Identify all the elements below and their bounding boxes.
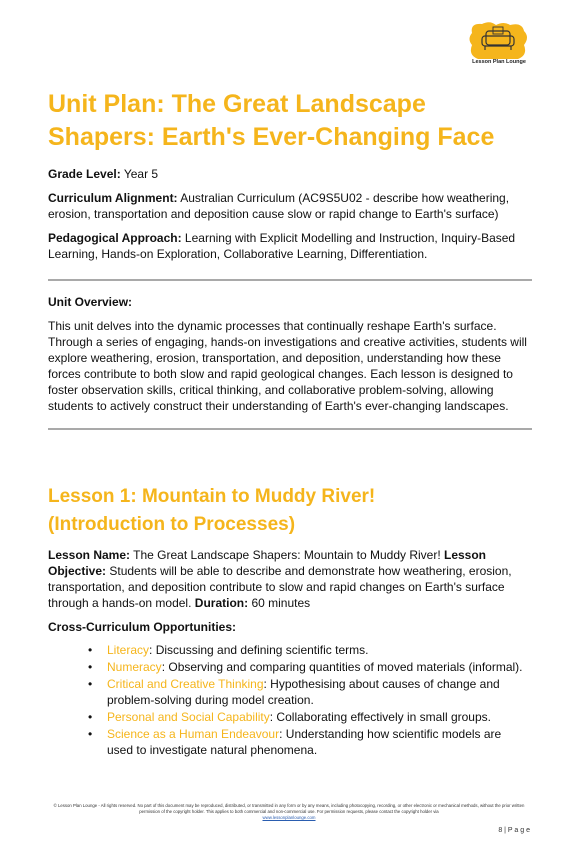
- cc-term: Numeracy: [107, 660, 162, 674]
- list-item: [88, 709, 528, 725]
- lesson-name-label: Lesson Name:: [48, 548, 131, 562]
- list-item: [88, 676, 528, 708]
- website-link[interactable]: www.lessonplanlounge.com: [262, 815, 316, 820]
- unit-overview-heading: [48, 294, 528, 310]
- cc-text: : Collaborating effectively in small groups.: [269, 710, 491, 724]
- curriculum-label: Curriculum Alignment:: [48, 191, 178, 205]
- bullet-icon: •: [88, 710, 93, 724]
- list-item: [88, 642, 528, 658]
- cc-text: : Understanding how scientific models are used to investigate natural phenomena.: [107, 727, 502, 757]
- cc-text: : Hypothesising about causes of change and problem-solving during model creation.: [107, 677, 500, 707]
- bullet-icon: •: [88, 677, 93, 691]
- grade-level-label: Grade Level:: [48, 167, 121, 181]
- lesson-1-heading: Lesson 1: Mountain to Muddy River! (Introduction to Processes): [48, 486, 376, 535]
- divider: [48, 279, 532, 281]
- cross-curriculum-list: [88, 642, 528, 759]
- cross-curriculum-heading: [48, 619, 528, 635]
- page-number-value: 8: [498, 827, 503, 834]
- cc-term: Personal and Social Capability: [107, 710, 270, 724]
- duration-value: 60 minutes: [251, 596, 311, 610]
- bullet-icon: •: [88, 660, 93, 674]
- copyright-text: © Lesson Plan Lounge - All rights reserved. No part of this document may be reproduced, distributed, or transmitted in any form or by any means, including photocopying, recording, or other electronic or mechanical methods, without the prior written permission of the copyright holder. This applies to both commercial and non-commercial use. For permission requests, please contact the copyright holder via: [53, 803, 525, 814]
- lesson-objective-label: Lesson Objective:: [48, 548, 487, 578]
- pedagogy-value: Learning with Explicit Modelling and Instruction, Inquiry-Based Learning, Hands-on Exploration, Collaborative Learning, Differentiation.: [48, 231, 516, 261]
- bullet-icon: •: [88, 643, 93, 657]
- unit-overview-text: This unit delves into the dynamic processes that continually reshape Earth's surface. Through a series of engaging, hands-on investigations and creative activities, students will explore weathering, erosion, transportation, and deposition, understanding how these forces contribute to both slow and rapid geological changes. Each lesson is designed to foster observation skills, critical thinking, and collaborative problem-solving, allowing students to actively construct their understanding of Earth's ever-changing landscapes.: [48, 319, 527, 413]
- list-item: [88, 659, 528, 675]
- cc-term: Literacy: [107, 643, 150, 657]
- list-item: [88, 726, 528, 758]
- lesson-name-value: The Great Landscape Shapers: Mountain to Muddy River!: [133, 548, 441, 562]
- grade-level: [48, 166, 528, 182]
- bullet-icon: •: [88, 727, 93, 741]
- pedagogy-label: Pedagogical Approach:: [48, 231, 182, 245]
- grade-level-value: Year 5: [123, 167, 159, 181]
- curriculum-alignment: [48, 190, 528, 222]
- pedagogical-approach: [48, 230, 528, 262]
- cc-text: : Observing and comparing quantities of moved materials (informal).: [161, 660, 523, 674]
- cross-curriculum-heading-text: Cross-Curriculum Opportunities:: [48, 620, 237, 634]
- page-title: Unit Plan: The Great Landscape Shapers: Earth's Ever-Changing Face: [48, 90, 495, 151]
- cc-text: : Discussing and defining scientific terms.: [149, 643, 369, 657]
- lesson-1-details: [48, 547, 532, 611]
- logo-caption: Lesson Plan Lounge: [472, 59, 526, 65]
- page-number: [498, 827, 530, 834]
- page-label: | P a g e: [504, 827, 530, 834]
- footer-copyright: [50, 803, 528, 821]
- lesson-objective-value: Students will be able to describe and demonstrate how weathering, erosion, transportation, and deposition contribute to slow and rapid changes on Earth's surface through a hands-on model.: [48, 564, 512, 610]
- cc-term: Science as a Human Endeavour: [107, 727, 280, 741]
- curriculum-value: Australian Curriculum (AC9S5U02 - describe how weathering, erosion, transportation and deposition cause slow or rapid change to Earth's surface): [48, 191, 510, 221]
- divider: [48, 428, 532, 430]
- duration-label: Duration:: [194, 596, 249, 610]
- unit-overview-heading-text: Unit Overview:: [48, 295, 133, 309]
- cc-term: Critical and Creative Thinking: [107, 677, 264, 691]
